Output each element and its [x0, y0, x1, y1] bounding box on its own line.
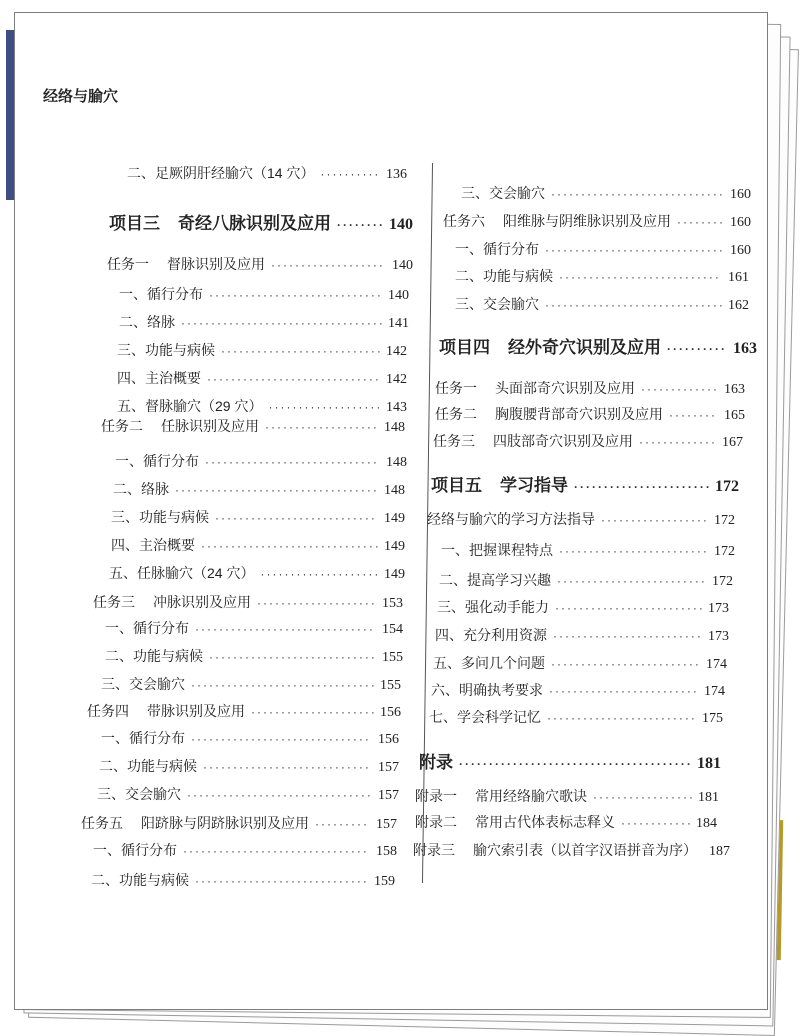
- leader-dots: [667, 342, 727, 356]
- toc-entry-text: [119, 284, 203, 304]
- toc-entry: [105, 618, 403, 638]
- toc-entry: [433, 653, 727, 673]
- toc-page-number: 160: [730, 243, 751, 258]
- toc-page-number: 140: [392, 258, 413, 273]
- toc-page-number: 148: [386, 455, 407, 470]
- toc-page-number: 174: [704, 684, 725, 699]
- toc-entry: [429, 707, 723, 727]
- toc-entry: [435, 378, 745, 398]
- toc-page-number: 140: [389, 216, 413, 233]
- toc-entry-title: 冲脉识别及应用: [153, 594, 251, 610]
- toc-entry: [433, 431, 743, 451]
- toc-entry-text: [109, 563, 254, 583]
- toc-entry-title: 一、循行分布: [93, 842, 177, 858]
- toc-page-number: 148: [384, 420, 405, 435]
- leader-dots: [557, 574, 706, 588]
- toc-entry-text: [427, 509, 595, 529]
- leader-dots: [271, 258, 386, 272]
- toc-entry-title: 一、循行分布: [115, 453, 199, 469]
- toc-page-number: 148: [384, 483, 405, 498]
- leader-dots: [268, 400, 380, 414]
- leader-dots: [183, 844, 370, 858]
- toc-entry-text: [433, 431, 633, 451]
- leader-dots: [545, 298, 722, 312]
- toc-entry: [427, 509, 735, 529]
- toc-entry: [101, 416, 405, 436]
- toc-entry-title: 四、充分利用资源: [435, 627, 547, 643]
- toc-entry-text: [429, 707, 541, 727]
- toc-page-number: 161: [728, 270, 749, 285]
- toc-entry: [455, 294, 749, 314]
- toc-entry-text: [439, 333, 661, 358]
- toc-page-number: 163: [733, 340, 757, 357]
- leader-dots: [175, 483, 378, 497]
- leader-dots: [559, 544, 708, 558]
- toc-entry-label: 任务五: [81, 815, 123, 831]
- toc-page-number: 136: [386, 167, 407, 182]
- toc-entry: [117, 396, 407, 416]
- leader-dots: [191, 732, 372, 746]
- toc-page-number: 172: [714, 544, 735, 559]
- toc-entry-title: 胸腹腰背部奇穴识别及应用: [495, 406, 663, 422]
- leader-dots: [195, 874, 368, 888]
- toc-page-number: 160: [730, 187, 751, 202]
- toc-page-number: 159: [374, 874, 395, 889]
- toc-entry-label: 任务三: [93, 594, 135, 610]
- toc-entry-title: 一、循行分布: [119, 286, 203, 302]
- toc-page-number: 155: [380, 678, 401, 693]
- leader-dots: [315, 817, 370, 831]
- toc-entry-label: 任务三: [433, 433, 475, 449]
- toc-page-number: 142: [386, 344, 407, 359]
- toc-page-number: 172: [712, 574, 733, 589]
- toc-entry-title: 阳维脉与阴维脉识别及应用: [503, 213, 671, 229]
- leader-dots: [221, 344, 380, 358]
- toc-entry-title: 经外奇穴识别及应用: [508, 338, 661, 357]
- toc-page-number: 160: [730, 215, 751, 230]
- toc-entry: [117, 368, 407, 388]
- toc-entry-text: [105, 618, 189, 638]
- toc-entry-text: [97, 784, 181, 804]
- toc-entry-text: [455, 239, 539, 259]
- toc-entry-title: 五、多问几个问题: [433, 655, 545, 671]
- toc-entry: [99, 756, 399, 776]
- toc-entry-title: 奇经八脉识别及应用: [178, 214, 331, 233]
- toc-entry-label: 任务四: [87, 703, 129, 719]
- toc-entry-title: 四、主治概要: [111, 537, 195, 553]
- leader-dots: [593, 790, 692, 804]
- toc-entry-text: [87, 701, 245, 721]
- toc-entry-text: [111, 507, 209, 527]
- toc-entry-text: [415, 812, 615, 832]
- toc-entry-label: 项目五: [431, 476, 482, 495]
- toc-entry-title: 任脉识别及应用: [161, 418, 259, 434]
- toc-entry-label: 附录二: [415, 814, 457, 830]
- toc-entry-title: 二、提高学习兴趣: [439, 572, 551, 588]
- toc-entry: [439, 570, 733, 590]
- toc-entry-text: [117, 340, 215, 360]
- leader-dots: [669, 408, 718, 422]
- toc-entry-title: 五、督脉腧穴（29 穴）: [117, 398, 263, 414]
- toc-entry-label: 附录三: [413, 842, 455, 858]
- toc-entry: [435, 625, 729, 645]
- toc-entry-text: [127, 163, 314, 183]
- toc-entry: [97, 784, 399, 804]
- toc-entry-title: 三、功能与病候: [111, 509, 209, 525]
- toc-entry-text: [101, 416, 259, 436]
- toc-page-number: 181: [697, 755, 721, 772]
- toc-entry: [81, 813, 397, 833]
- toc-entry: [461, 183, 751, 203]
- leader-dots: [551, 657, 700, 671]
- toc-entry-label: 附录: [419, 753, 453, 772]
- toc-page-number: 140: [388, 288, 409, 303]
- toc-entry: [117, 340, 407, 360]
- leader-dots: [209, 288, 382, 302]
- toc-page: [14, 12, 768, 1010]
- toc-entry: [439, 333, 757, 358]
- toc-entry-title: 督脉识别及应用: [167, 256, 265, 272]
- toc-entry-text: [105, 646, 203, 666]
- leader-dots: [205, 455, 380, 469]
- toc-page-number: 165: [724, 408, 745, 423]
- toc-entry-text: [93, 840, 177, 860]
- leader-dots: [207, 372, 380, 386]
- toc-entry-text: [109, 209, 331, 234]
- toc-entry-text: [113, 479, 169, 499]
- toc-entry: [431, 680, 725, 700]
- toc-entry-title: 一、循行分布: [455, 241, 539, 257]
- toc-entry-title: 三、交会腧穴: [455, 296, 539, 312]
- toc-page-number: 142: [386, 372, 407, 387]
- toc-entry-text: [433, 653, 545, 673]
- toc-entry-text: [101, 674, 185, 694]
- toc-entry-label: 任务二: [435, 406, 477, 422]
- toc-entry-text: [117, 368, 201, 388]
- toc-entry: [119, 284, 409, 304]
- toc-entry: [101, 674, 401, 694]
- leader-dots: [549, 684, 698, 698]
- toc-entry-title: 三、强化动手能力: [437, 599, 549, 615]
- toc-page-number: 174: [706, 657, 727, 672]
- toc-entry: [113, 479, 405, 499]
- toc-entry: [119, 312, 409, 332]
- leader-dots: [187, 788, 372, 802]
- toc-entry: [455, 266, 749, 286]
- toc-entry-label: 任务一: [107, 256, 149, 272]
- toc-page-number: 156: [380, 705, 401, 720]
- toc-page-number: 173: [708, 629, 729, 644]
- toc-page-number: 157: [378, 788, 399, 803]
- toc-entry-text: [435, 625, 547, 645]
- toc-entry-text: [119, 312, 175, 332]
- toc-entry: [101, 728, 399, 748]
- leader-dots: [260, 567, 378, 581]
- toc-entry: [111, 507, 405, 527]
- toc-entry-text: [455, 294, 539, 314]
- toc-entry-label: 任务六: [443, 213, 485, 229]
- toc-entry: [105, 646, 403, 666]
- toc-entry-title: 常用经络腧穴歌诀: [475, 788, 587, 804]
- leader-dots: [203, 760, 372, 774]
- toc-entry: [127, 163, 407, 183]
- toc-page-number: 157: [376, 817, 397, 832]
- toc-entry: [109, 209, 413, 234]
- leader-dots: [545, 243, 724, 257]
- toc-page-number: 187: [709, 844, 730, 859]
- toc-entry: [443, 211, 751, 231]
- toc-page-number: 172: [715, 478, 739, 495]
- toc-entry: [419, 748, 721, 773]
- toc-entry-text: [461, 183, 545, 203]
- toc-entry-title: 三、功能与病候: [117, 342, 215, 358]
- toc-entry-title: 二、功能与病候: [105, 648, 203, 664]
- toc-page-number: 149: [384, 567, 405, 582]
- toc-entry-title: 四肢部奇穴识别及应用: [493, 433, 633, 449]
- toc-entry-label: 项目三: [109, 214, 160, 233]
- toc-entry-label: 项目四: [439, 338, 490, 357]
- leader-dots: [201, 539, 378, 553]
- toc-entry-label: 任务二: [101, 418, 143, 434]
- leader-dots: [574, 480, 709, 494]
- toc-entry-title: 三、交会腧穴: [97, 786, 181, 802]
- toc-entry-title: 头面部奇穴识别及应用: [495, 380, 635, 396]
- toc-entry: [455, 239, 751, 259]
- toc-entry-text: [115, 451, 199, 471]
- toc-entry-text: [99, 756, 197, 776]
- toc-entry-title: 三、交会腧穴: [461, 185, 545, 201]
- leader-dots: [191, 678, 374, 692]
- leader-dots: [621, 816, 690, 830]
- leader-dots: [251, 705, 374, 719]
- toc-entry: [415, 812, 717, 832]
- toc-entry-title: 学习指导: [500, 476, 568, 495]
- leader-dots: [559, 270, 722, 284]
- running-header: 经络与腧穴: [43, 88, 119, 105]
- toc-entry: [87, 701, 401, 721]
- toc-entry-title: 五、任脉腧穴（24 穴）: [109, 565, 255, 581]
- toc-entry-text: [413, 840, 697, 860]
- toc-entry-text: [431, 471, 568, 496]
- toc-entry-label: 任务一: [435, 380, 477, 396]
- toc-entry-text: [437, 597, 549, 617]
- leader-dots: [181, 316, 382, 330]
- toc-entry: [415, 786, 719, 806]
- toc-entry-text: [91, 870, 189, 890]
- toc-entry: [431, 471, 739, 496]
- toc-page-number: 155: [382, 650, 403, 665]
- toc-page-number: 149: [384, 511, 405, 526]
- toc-entry: [93, 840, 397, 860]
- toc-entry-title: 二、功能与病候: [455, 268, 553, 284]
- toc-entry-text: [431, 680, 543, 700]
- toc-entry-title: 一、循行分布: [101, 730, 185, 746]
- toc-entry: [115, 451, 407, 471]
- toc-entry: [107, 254, 413, 274]
- toc-entry-title: 常用古代体表标志释义: [475, 814, 615, 830]
- toc-page-number: 149: [384, 539, 405, 554]
- toc-entry-title: 三、交会腧穴: [101, 676, 185, 692]
- leader-dots: [337, 218, 383, 232]
- toc-entry-text: [81, 813, 309, 833]
- leader-dots: [215, 511, 378, 525]
- toc-entry-text: [419, 748, 453, 773]
- toc-entry-title: 一、把握课程特点: [441, 542, 553, 558]
- leader-dots: [639, 435, 716, 449]
- leader-dots: [601, 513, 708, 527]
- toc-entry-title: 四、主治概要: [117, 370, 201, 386]
- toc-entry-text: [441, 540, 553, 560]
- toc-entry-title: 一、循行分布: [105, 620, 189, 636]
- toc-page-number: 158: [376, 844, 397, 859]
- toc-entry-text: [101, 728, 185, 748]
- toc-entry: [435, 404, 745, 424]
- toc-entry-text: [455, 266, 553, 286]
- toc-entry-text: [435, 378, 635, 398]
- leader-dots: [555, 601, 702, 615]
- toc-entry: [93, 592, 403, 612]
- leader-dots: [459, 757, 691, 771]
- toc-page-number: 172: [714, 513, 735, 528]
- leader-dots: [257, 596, 376, 610]
- leader-dots: [195, 622, 376, 636]
- toc-entry-title: 二、络脉: [119, 314, 175, 330]
- toc-page-number: 184: [696, 816, 717, 831]
- toc-entry-text: [439, 570, 551, 590]
- toc-entry-title: 经络与腧穴的学习方法指导: [427, 511, 595, 527]
- toc-entry-text: [107, 254, 265, 274]
- leader-dots: [551, 187, 724, 201]
- toc-entry-title: 六、明确执考要求: [431, 682, 543, 698]
- toc-entry-title: 七、学会科学记忆: [429, 709, 541, 725]
- toc-entry-text: [443, 211, 671, 231]
- leader-dots: [641, 382, 718, 396]
- toc-entry-text: [415, 786, 587, 806]
- toc-page-number: 153: [382, 596, 403, 611]
- toc-entry-text: [435, 404, 663, 424]
- toc-entry: [441, 540, 735, 560]
- toc-page-number: 181: [698, 790, 719, 805]
- toc-page-number: 162: [728, 298, 749, 313]
- leader-dots: [320, 167, 380, 181]
- toc-entry-title: 腧穴索引表（以首字汉语拼音为序）: [473, 842, 697, 858]
- leader-dots: [677, 215, 724, 229]
- toc-page-number: 154: [382, 622, 403, 637]
- toc-entry: [437, 597, 729, 617]
- toc-entry-title: 阳跻脉与阴跻脉识别及应用: [141, 815, 309, 831]
- toc-entry: [91, 870, 395, 890]
- leader-dots: [265, 420, 378, 434]
- toc-entry-text: [111, 535, 195, 555]
- toc-entry: [109, 563, 405, 583]
- toc-page-number: 143: [386, 400, 407, 415]
- leader-dots: [553, 629, 702, 643]
- toc-entry-label: 附录一: [415, 788, 457, 804]
- toc-entry-title: 二、足厥阴肝经腧穴（14 穴）: [127, 165, 315, 181]
- leader-dots: [209, 650, 376, 664]
- toc-page-number: 167: [722, 435, 743, 450]
- toc-entry-title: 二、功能与病候: [91, 872, 189, 888]
- toc-entry-title: 二、功能与病候: [99, 758, 197, 774]
- toc-entry-title: 带脉识别及应用: [147, 703, 245, 719]
- toc-page-number: 141: [388, 316, 409, 331]
- leader-dots: [547, 711, 696, 725]
- toc-page-number: 175: [702, 711, 723, 726]
- toc-page-number: 156: [378, 732, 399, 747]
- toc-entry: [111, 535, 405, 555]
- toc-entry: [413, 840, 730, 860]
- toc-page-number: 157: [378, 760, 399, 775]
- toc-page-number: 163: [724, 382, 745, 397]
- toc-entry-title: 二、络脉: [113, 481, 169, 497]
- toc-page-number: 173: [708, 601, 729, 616]
- toc-entry-text: [117, 396, 262, 416]
- toc-entry-text: [93, 592, 251, 612]
